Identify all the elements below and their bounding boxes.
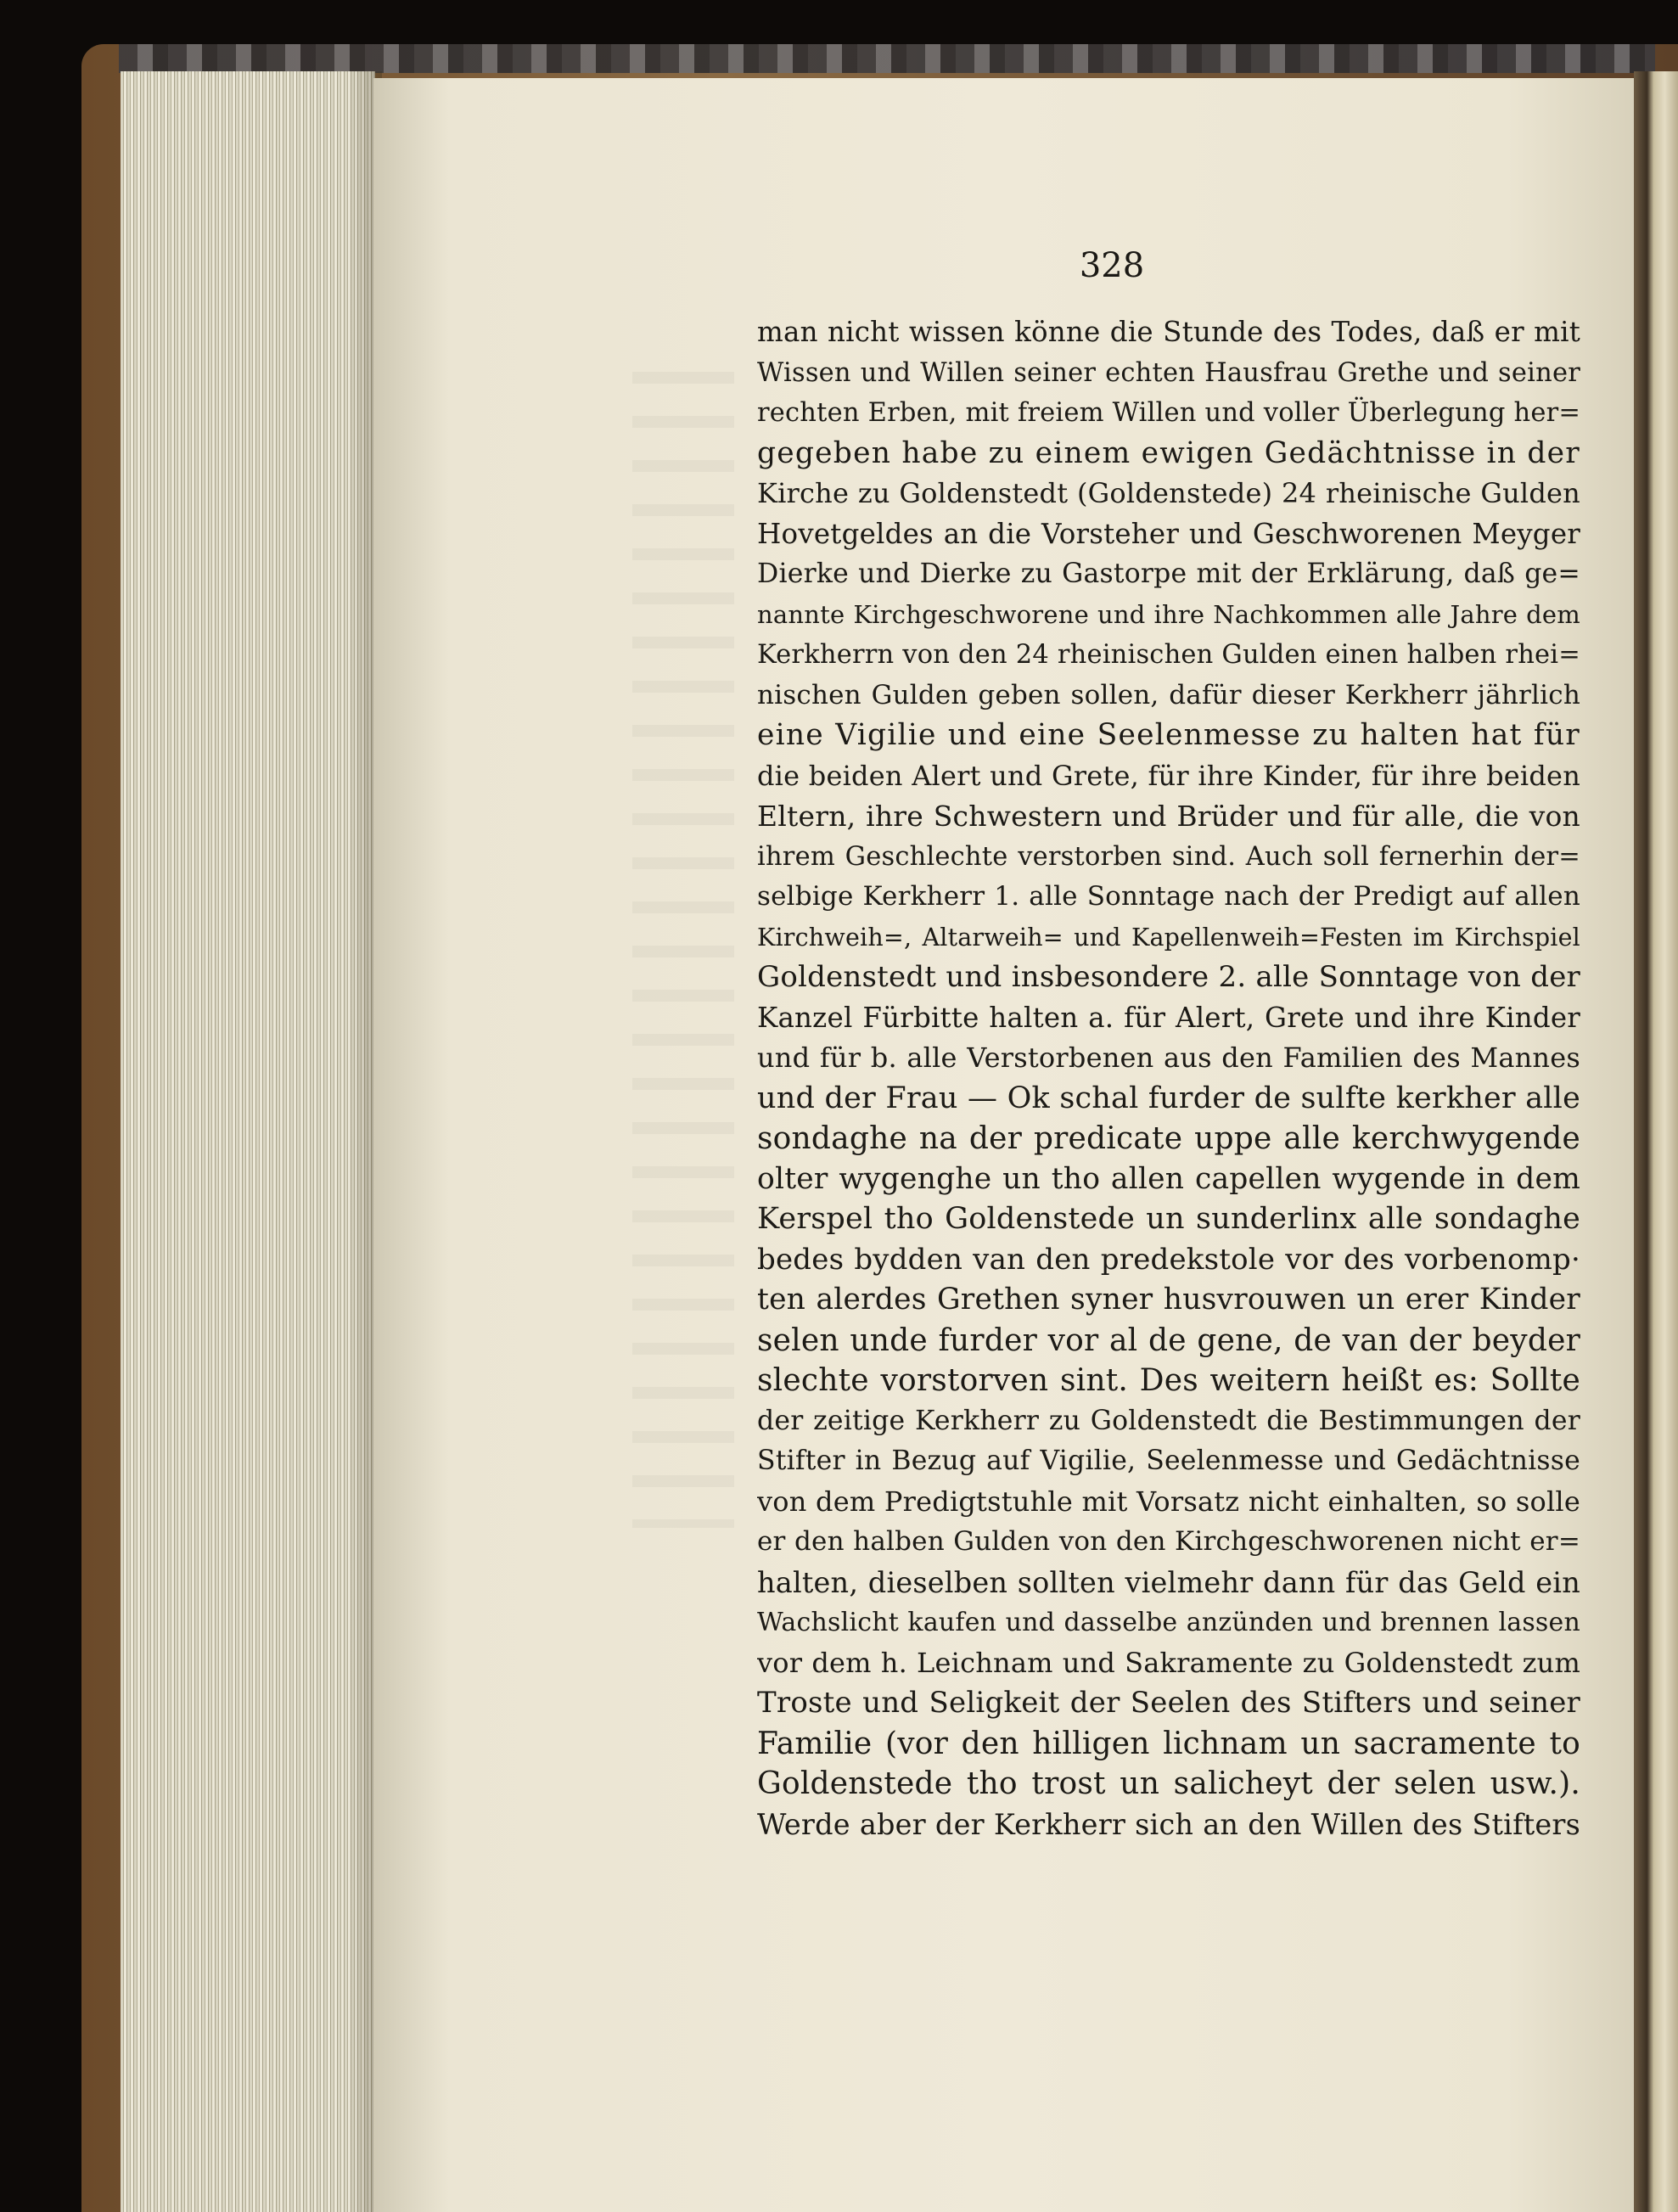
text-line: Familie (vor den hilligen lichnam un sacramente to [757,1726,1580,1761]
text-line: Wachslicht kaufen und dasselbe anzünden und brennen lassen [757,1608,1580,1637]
text-line: Stifter in Bezug auf Vigilie, Seelenmesse und Gedächtnisse [757,1446,1580,1476]
text-line: Eltern, ihre Schwestern und Brüder und für alle, die von [757,800,1580,833]
text-line: Kirche zu Goldenstedt (Goldenstede) 24 rheinische Gulden [757,477,1580,509]
book-spine-band [119,44,1655,73]
text-line: die beiden Alert und Grete, für ihre Kinder, für ihre beiden [757,759,1580,792]
text-line: olter wygenghe un tho allen capellen wygende in dem [757,1161,1580,1196]
text-line: Kerkherrn von den 24 rheinischen Gulden einen halben rhei= [757,640,1580,670]
text-line: Goldenstede tho trost un salicheyt der selen usw.). [757,1766,1580,1801]
text-line: Werde aber der Kerkherr sich an den Willen des Stifters [757,1807,1580,1841]
text-line: ihrem Geschlechte verstorben sind. Auch soll fernerhin der= [757,841,1580,872]
text-line: vor dem h. Leichnam und Sakramente zu Goldenstedt zum [757,1646,1580,1679]
text-line: er den halben Gulden von den Kirchgeschworenen nicht er= [757,1526,1580,1557]
text-line: eine Vigilie und eine Seelenmesse zu halten hat für [757,718,1580,752]
text-line: von dem Predigtstuhle mit Vorsatz nicht einhalten, so solle [757,1485,1580,1518]
text-line: Kirchweih=, Altarweih= und Kapellenweih=Festen im Kirchspiel [757,923,1580,952]
text-line: bedes bydden van den predekstole vor des vorbenomp· [757,1242,1580,1277]
text-line: und für b. alle Verstorbenen aus den Familien des Mannes [757,1041,1580,1074]
text-line: rechten Erben, mit freiem Willen und voller Überlegung her= [757,398,1580,428]
next-page-edge [1634,71,1678,2212]
page-number: 328 [1079,246,1145,285]
text-line: Goldenstedt und insbesondere 2. alle Sonntage von der [757,960,1580,994]
text-line: und der Frau — Ok schal furder de sulfte kerkher alle [757,1081,1580,1115]
text-line: Wissen und Willen seiner echten Hausfrau Grethe und seiner [757,357,1580,388]
text-line: Troste und Seligkeit der Seelen des Stifters und seiner [757,1686,1580,1720]
text-line: ten alerdes Grethen syner husvrouwen un erer Kinder [757,1283,1580,1317]
text-line: Kanzel Fürbitte halten a. für Alert, Grete und ihre Kinder [757,1001,1580,1034]
body-text [757,312,1580,1844]
text-line: halten, dieselben sollten vielmehr dann für das Geld ein [757,1565,1580,1599]
text-line: sondaghe na der predicate uppe alle kerchwygende [757,1121,1580,1156]
text-line: man nicht wissen könne die Stunde des Todes, daß er mit [757,316,1580,348]
text-line: selen unde furder vor al de gene, de van der beyder [757,1322,1580,1358]
text-line: der zeitige Kerkherr zu Goldenstedt die Bestimmungen der [757,1405,1580,1436]
text-line: nischen Gulden geben sollen, dafür dieser Kerkherr jährlich [757,679,1580,710]
text-line: Hovetgeldes an die Vorsteher und Geschworenen Meyger [757,517,1580,550]
text-line: slechte vorstorven sint. Des weitern heißt es: Sollte [757,1363,1580,1398]
show-through-text [632,340,734,1528]
text-line: gegeben habe zu einem ewigen Gedächtnisse in der [757,435,1580,470]
page-stack-edges [121,71,375,2212]
text-line: nannte Kirchgeschworene und ihre Nachkommen alle Jahre dem [757,599,1580,629]
text-line: selbige Kerkherr 1. alle Sonntage nach der Predigt auf allen [757,881,1580,912]
text-line: Dierke und Dierke zu Gastorpe mit der Erklärung, daß ge= [757,559,1580,589]
text-line: Kerspel tho Goldenstede un sunderlinx alle sondaghe [757,1202,1580,1236]
